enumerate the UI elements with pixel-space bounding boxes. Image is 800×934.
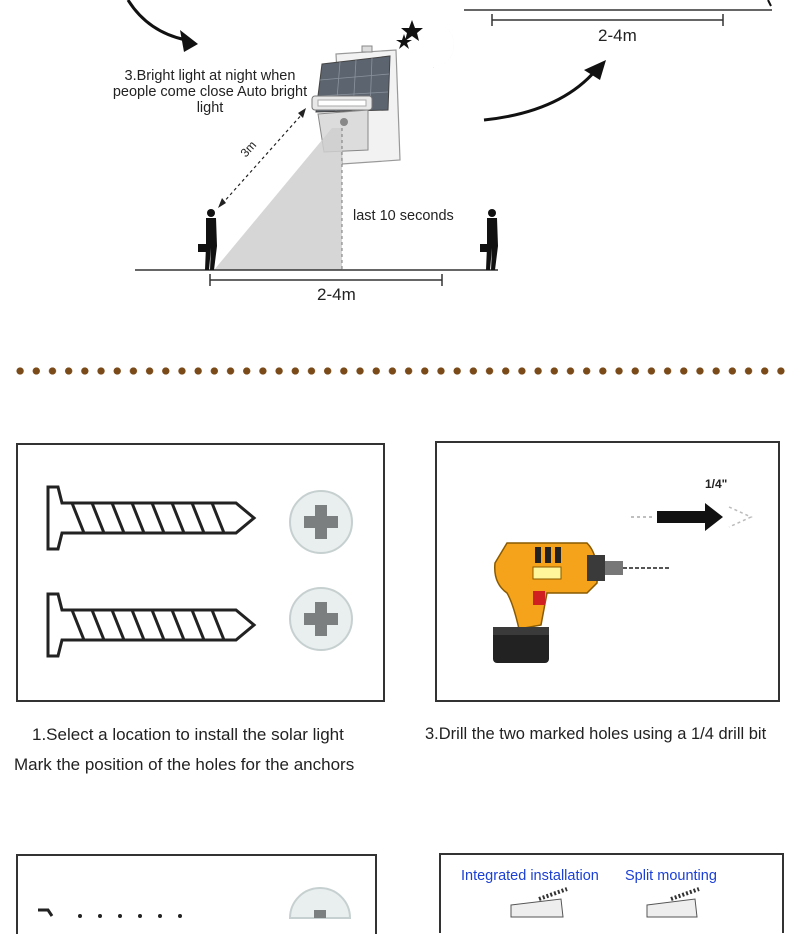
light-beam [214, 128, 342, 270]
curved-arrow-right [484, 70, 596, 120]
panel2-caption: 3.Drill the two marked holes using a 1/4 drill bit [425, 725, 767, 743]
step3-caption: 3.Bright light at night when people come close Auto bright light [112, 68, 308, 116]
screw-icon [48, 487, 254, 549]
duration-label: last 10 seconds [353, 208, 454, 224]
panel-anchors [16, 443, 385, 702]
screw-icon [38, 910, 182, 918]
integrated-installation-label: Integrated installation [461, 868, 599, 884]
range-bottom-label: 2-4m [317, 285, 356, 304]
person-icon [198, 209, 217, 270]
panel-bottom-left [16, 854, 377, 934]
drill-size-label: 1/4" [705, 477, 728, 491]
solar-light [511, 889, 567, 917]
anchor-plus-icon [290, 588, 352, 650]
range-top-right-label: 2-4m [598, 26, 637, 45]
motion-sensor-diagram [0, 0, 800, 330]
drill-icon [493, 543, 669, 663]
screw-icon [48, 594, 254, 656]
panel1-caption-line1: 1.Select a location to install the solar light [32, 725, 344, 744]
person-icon [480, 209, 498, 270]
panel-mounting [439, 853, 784, 933]
panel1-caption-line2: Mark the position of the holes for the anchors [14, 755, 355, 774]
moon-icon [430, 22, 454, 68]
anchor-plus-icon [290, 491, 352, 553]
split-mounting-label: Split mounting [625, 868, 717, 884]
distance-diagonal-label: 3m [237, 138, 260, 160]
dot-divider [12, 366, 788, 376]
drill-direction-arrow [631, 503, 751, 531]
curved-arrow-top-left [128, 0, 186, 40]
arrow-head [584, 60, 606, 80]
screw-illustration [18, 445, 383, 700]
arrow-head [180, 30, 198, 52]
screw-illustration [18, 856, 375, 918]
solar-light [647, 889, 699, 917]
panel-drill [435, 441, 780, 702]
mounting-illustration [441, 855, 782, 917]
